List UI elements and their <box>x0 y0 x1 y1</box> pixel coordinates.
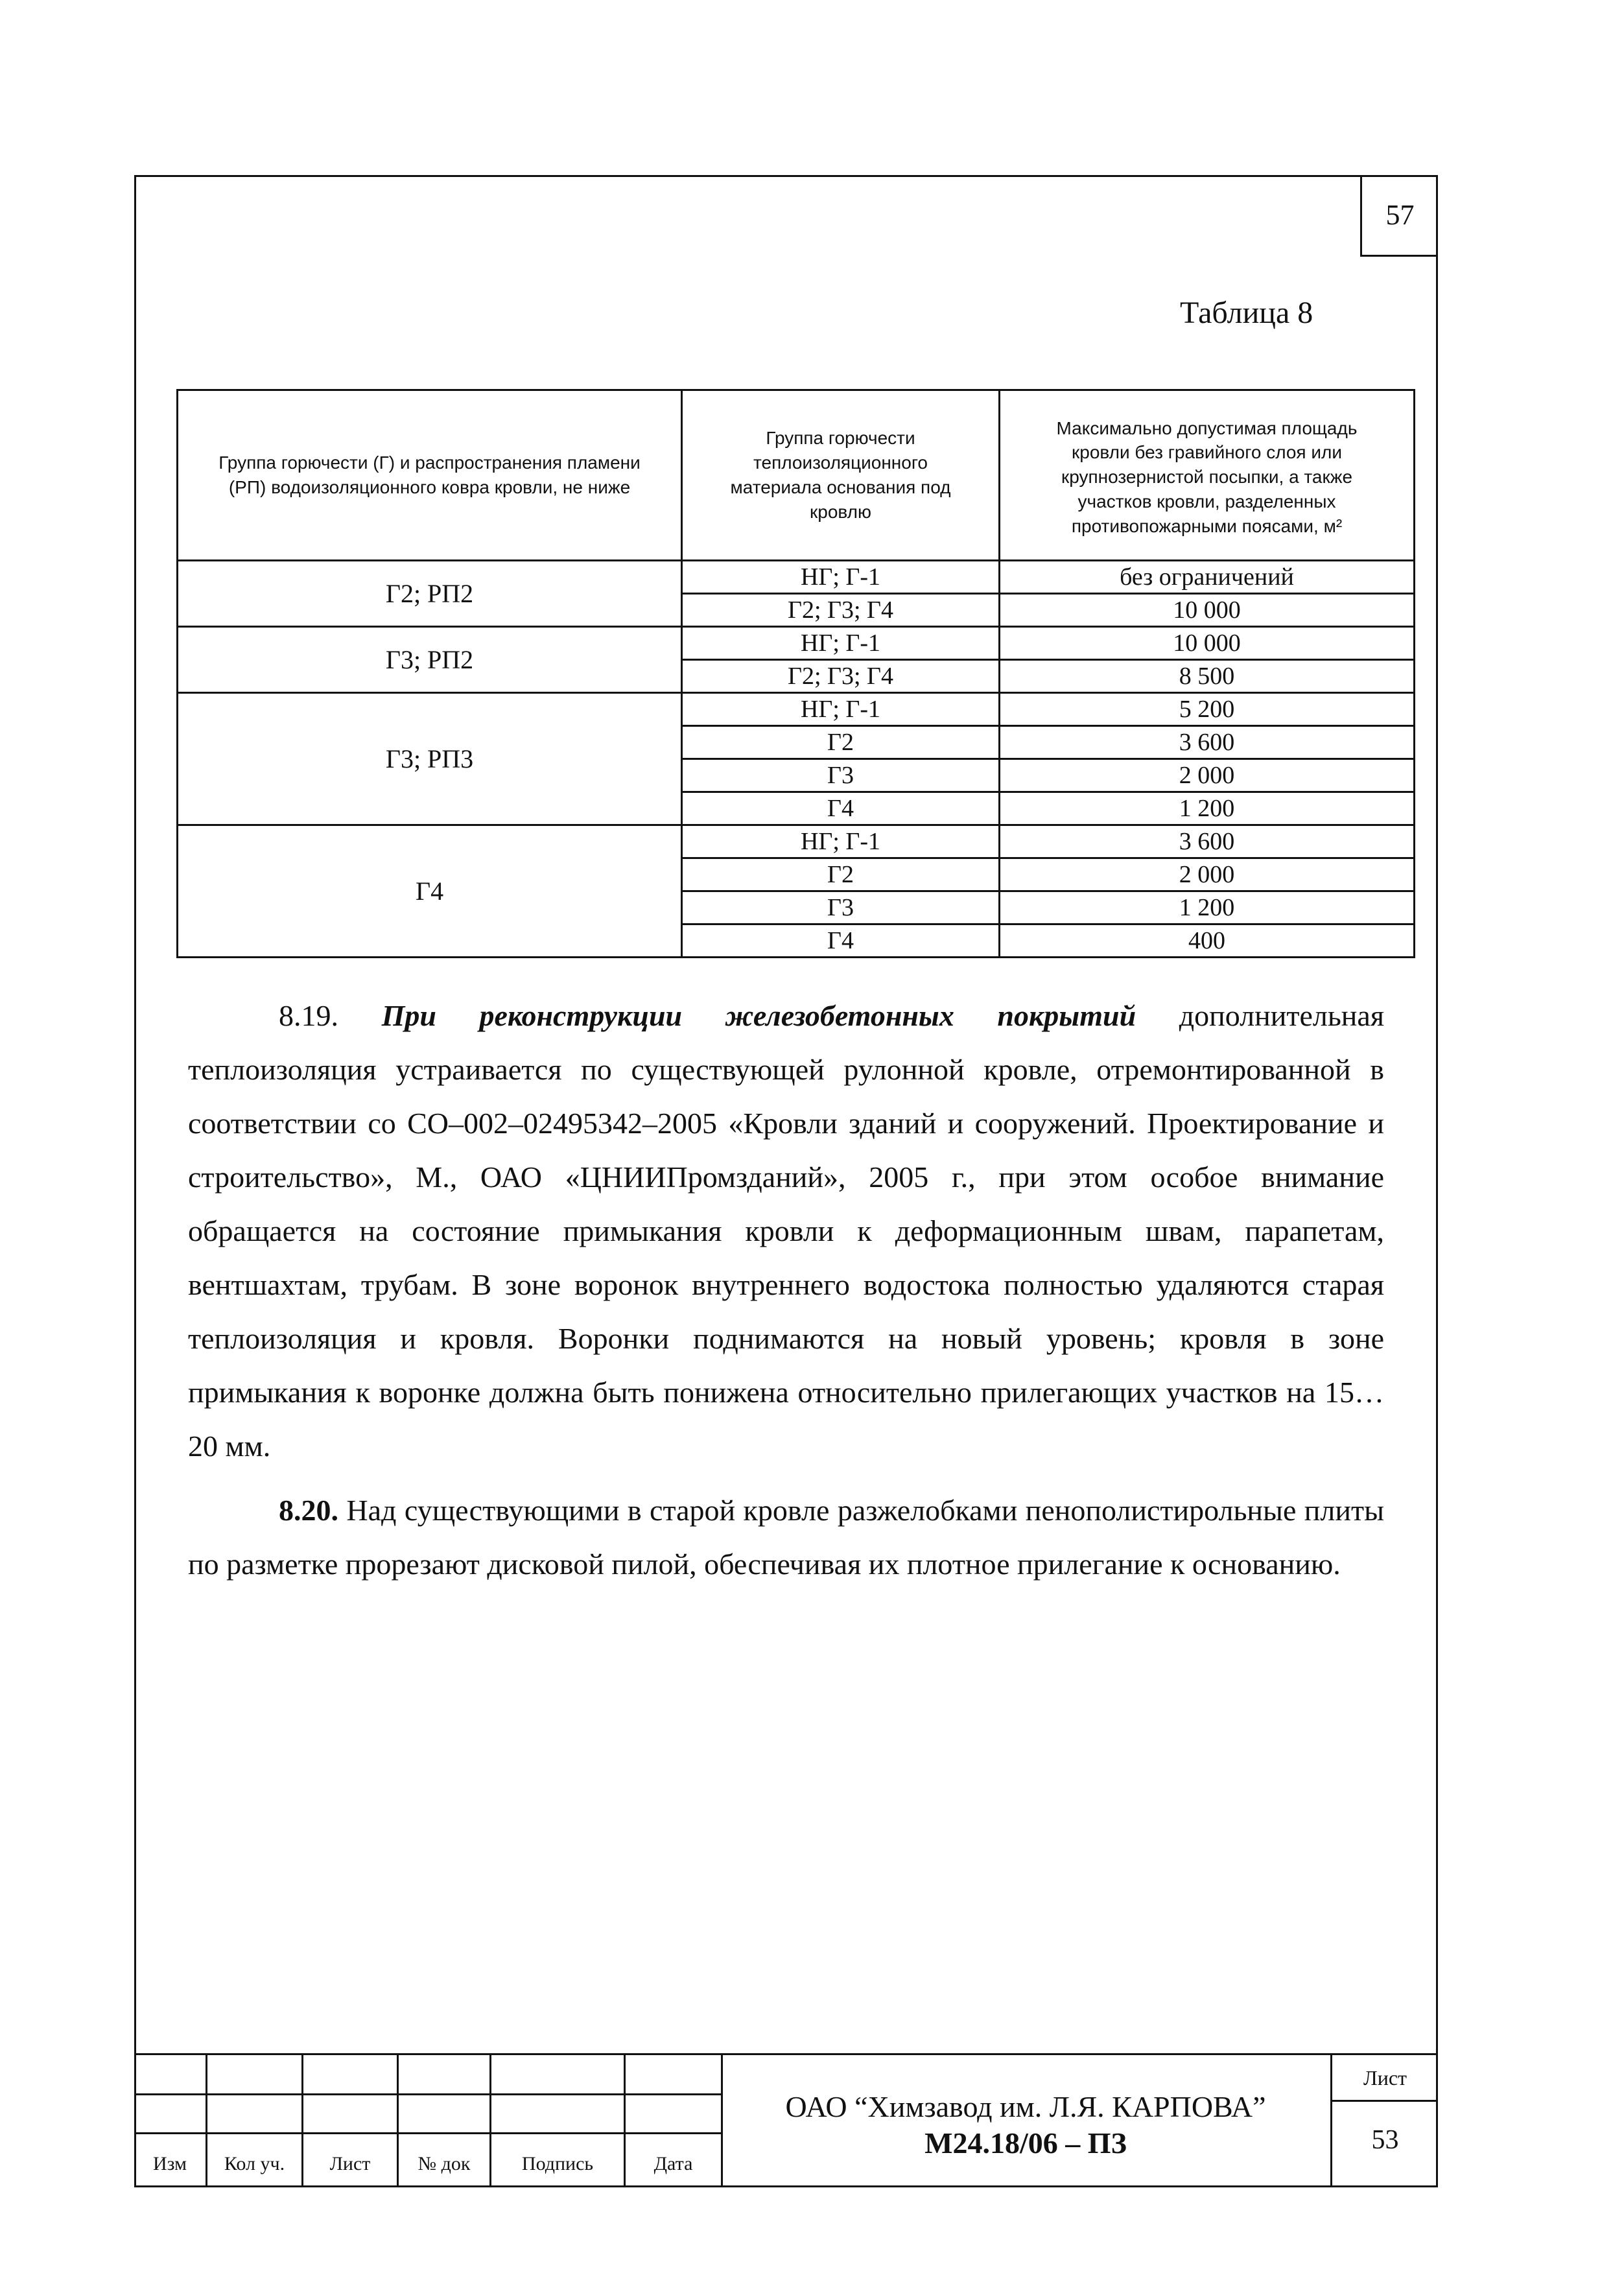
stamp-label-count: Кол уч. <box>224 2153 285 2174</box>
paragraph-8-20 <box>188 1483 1384 1591</box>
paragraph-number: 8.19. <box>279 999 338 1032</box>
table-row <box>178 627 1415 660</box>
material-cell: Г2; Г3; Г4 <box>682 660 1000 693</box>
paragraph-8-19 <box>188 989 1384 1473</box>
material-cell: Г3 <box>682 891 1000 924</box>
table-header-row <box>178 390 1415 561</box>
material-cell: Г2 <box>682 858 1000 891</box>
table-row <box>178 561 1415 594</box>
stamp-label-change: Изм <box>152 2153 187 2174</box>
page-number: 57 <box>1360 175 1438 257</box>
material-cell: Г4 <box>682 924 1000 958</box>
paragraph-text: Над существующими в старой кровле разжелобками пенополистирольные плиты по разметке прорезают дисковой пилой, обеспечивая их плотное прилегание к основанию. <box>188 1494 1384 1581</box>
paragraph-emphasis: При реконструкции железобетонных покрытий <box>381 999 1136 1032</box>
header-membrane-group: Группа горючести (Г) и распространения пламени (РП) водоизоляционного ковра кровли, не ниже <box>178 390 682 561</box>
sheet-number: 53 <box>1371 2125 1399 2155</box>
fire-rating-table <box>176 389 1415 958</box>
organization-line: ОАО “Химзавод им. Л.Я. КАРПОВА” <box>785 2090 1266 2123</box>
stamp-label-doc: № док <box>418 2153 471 2174</box>
material-cell: Г4 <box>682 792 1000 825</box>
area-cell: 400 <box>1000 924 1415 958</box>
material-cell: НГ; Г-1 <box>682 627 1000 660</box>
material-cell: НГ; Г-1 <box>682 693 1000 726</box>
document-code: М24.18/06 – ПЗ <box>924 2126 1127 2160</box>
group-cell: Г3; РП3 <box>178 693 682 825</box>
area-cell: 8 500 <box>1000 660 1415 693</box>
stamp-label-sheet: Лист <box>329 2153 371 2174</box>
group-cell: Г3; РП2 <box>178 627 682 693</box>
title-block <box>134 2053 1438 2187</box>
area-cell: 10 000 <box>1000 627 1415 660</box>
area-cell: 2 000 <box>1000 858 1415 891</box>
material-cell: НГ; Г-1 <box>682 561 1000 594</box>
area-cell: 1 200 <box>1000 891 1415 924</box>
area-cell: 2 000 <box>1000 759 1415 792</box>
area-cell: 3 600 <box>1000 726 1415 759</box>
material-cell: НГ; Г-1 <box>682 825 1000 858</box>
area-cell: 10 000 <box>1000 594 1415 627</box>
table-row <box>178 693 1415 726</box>
table-row <box>178 825 1415 858</box>
sheet-label: Лист <box>1363 2066 1407 2089</box>
stamp-label-signature: Подпись <box>521 2153 594 2174</box>
paragraph-text: дополнительная теплоизоляция устраивается по существующей рулонной кровле, отремонтированной в соответствии со СО–002–02495342–2005 «Кровли зданий и сооружений. Проектирование и строительство», М., ОАО «ЦНИИПромзданий», 2005 г., при этом особое внимание обращается на состояние примыкания кровли к деформационным швам, парапетам, вентшахтам, трубам. В зоне воронок внутреннего водостока полностью удаляются старая теплоизоляция и кровля. Воронки поднимаются на новый уровень; кровля в зоне примыкания к воронке должна быть понижена относительно прилегающих участков на 15…20 мм. <box>188 999 1384 1463</box>
group-cell: Г4 <box>178 825 682 958</box>
area-cell: 1 200 <box>1000 792 1415 825</box>
organization-name <box>721 2089 1330 2161</box>
table-caption: Таблица 8 <box>1180 296 1313 330</box>
material-cell: Г3 <box>682 759 1000 792</box>
area-cell: 5 200 <box>1000 693 1415 726</box>
header-insulation-group: Группа горючести теплоизоляционного материала основания под кровлю <box>682 390 1000 561</box>
header-max-area: Максимально допустимая площадь кровли без гравийного слоя или крупнозернистой посыпки, а также участков кровли, разделенных противопожарными поясами, м² <box>1000 390 1415 561</box>
area-cell: 3 600 <box>1000 825 1415 858</box>
material-cell: Г2; Г3; Г4 <box>682 594 1000 627</box>
stamp-label-date: Дата <box>653 2153 693 2174</box>
group-cell: Г2; РП2 <box>178 561 682 627</box>
area-cell: без ограничений <box>1000 561 1415 594</box>
paragraph-number: 8.20. <box>279 1494 338 1527</box>
material-cell: Г2 <box>682 726 1000 759</box>
